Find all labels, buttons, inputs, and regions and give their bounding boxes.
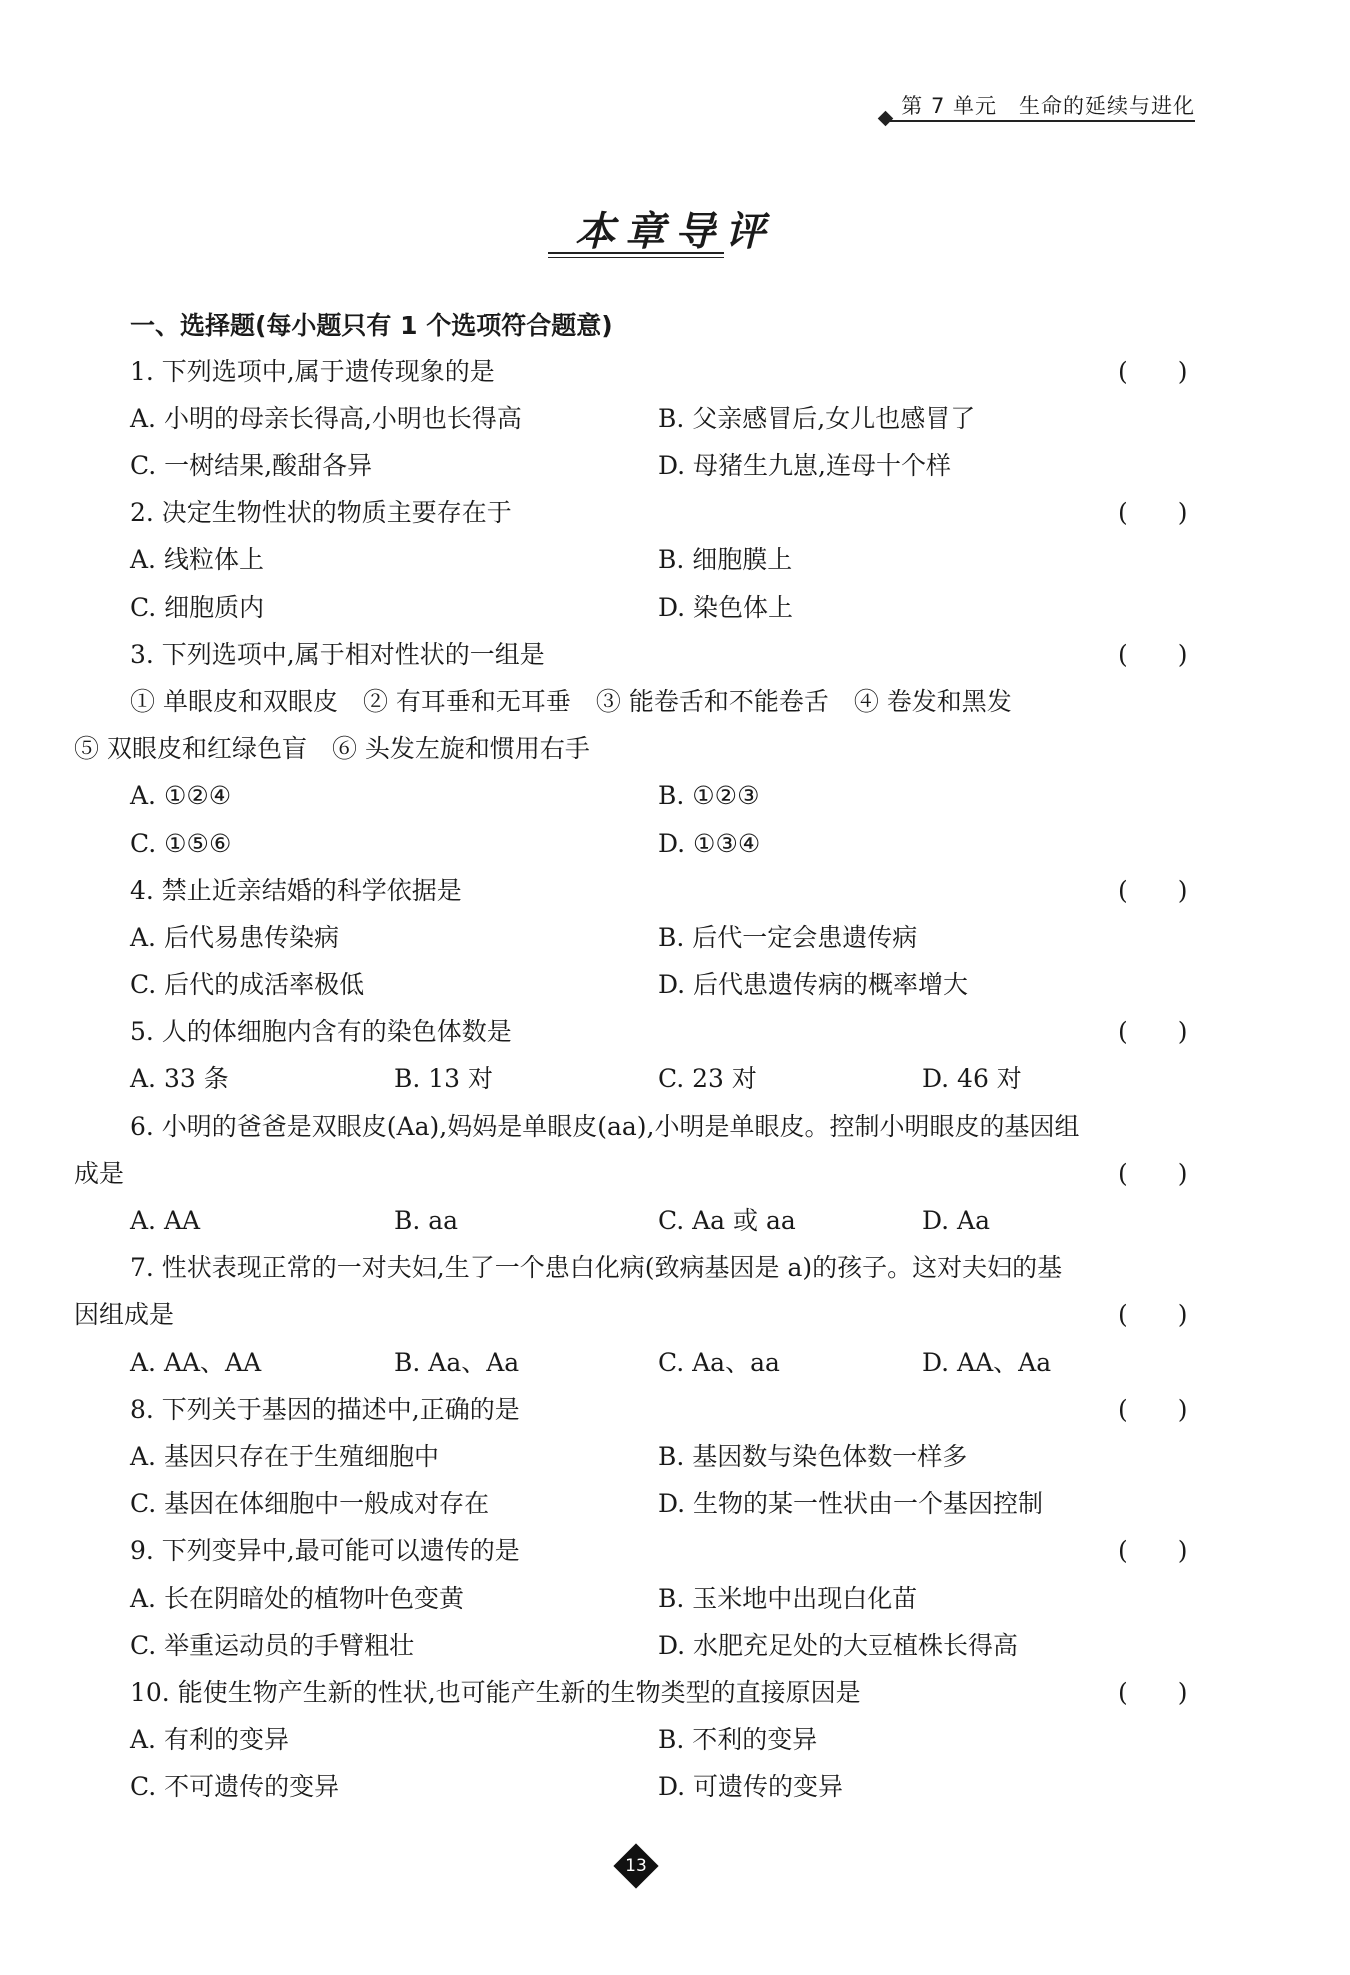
- answer-blank-2: ( ): [1118, 498, 1188, 527]
- question-10-option-a: A. 有利的变异: [130, 1725, 289, 1754]
- question-7-stem-cont: 因组成是: [74, 1300, 175, 1329]
- question-3-option-b: B. ①②③: [658, 781, 760, 810]
- question-3-option-c: C. ①⑤⑥: [130, 829, 232, 858]
- question-6-option-c: C. Aa 或 aa: [658, 1206, 796, 1235]
- unit-label: 第 7 单元: [901, 94, 997, 118]
- answer-blank-5: ( ): [1118, 1017, 1188, 1046]
- question-2-stem: 2. 决定生物性状的物质主要存在于: [130, 498, 512, 527]
- question-4-option-d: D. 后代患遗传病的概率增大: [658, 970, 969, 999]
- answer-blank-7: ( ): [1118, 1300, 1188, 1329]
- section-heading: 一、选择题(每小题只有 1 个选项符合题意): [130, 311, 613, 340]
- question-1-option-d: D. 母猪生九崽,连母十个样: [658, 451, 951, 480]
- question-9-option-c: C. 举重运动员的手臂粗壮: [130, 1631, 415, 1660]
- page-number: 13: [625, 1856, 647, 1876]
- question-10-option-d: D. 可遗传的变异: [658, 1772, 844, 1801]
- answer-blank-3: ( ): [1118, 640, 1188, 669]
- question-8-option-b: B. 基因数与染色体数一样多: [658, 1442, 968, 1471]
- question-5-stem: 5. 人的体细胞内含有的染色体数是: [130, 1017, 512, 1046]
- chapter-title: 本章导评: [575, 208, 775, 255]
- title-underline: [548, 252, 724, 254]
- question-4-option-c: C. 后代的成活率极低: [130, 970, 365, 999]
- question-9-option-b: B. 玉米地中出现白化苗: [658, 1584, 918, 1613]
- question-1-stem: 1. 下列选项中,属于遗传现象的是: [130, 357, 495, 386]
- answer-blank-1: ( ): [1118, 357, 1188, 386]
- question-7-option-d: D. AA、Aa: [922, 1348, 1052, 1377]
- question-6-stem: 6. 小明的爸爸是双眼皮(Aa),妈妈是单眼皮(aa),小明是单眼皮。控制小明眼皮的基因组: [130, 1112, 1080, 1141]
- question-7-option-c: C. Aa、aa: [658, 1348, 780, 1377]
- question-2-option-b: B. 细胞膜上: [658, 545, 793, 574]
- page-number-badge: [615, 1845, 657, 1887]
- question-1-option-c: C. 一树结果,酸甜各异: [130, 451, 373, 480]
- question-9-stem: 9. 下列变异中,最可能可以遗传的是: [130, 1536, 520, 1565]
- question-3-option-a: A. ①②④: [130, 781, 232, 810]
- question-5-option-b: B. 13 对: [394, 1064, 494, 1093]
- question-7-option-a: A. AA、AA: [130, 1348, 262, 1377]
- question-10-stem: 10. 能使生物产生新的性状,也可能产生新的生物类型的直接原因是: [130, 1678, 861, 1707]
- question-1-option-b: B. 父亲感冒后,女儿也感冒了: [658, 404, 976, 433]
- question-8-option-d: D. 生物的某一性状由一个基因控制: [658, 1489, 1044, 1518]
- answer-blank-4: ( ): [1118, 876, 1188, 905]
- question-8-option-c: C. 基因在体细胞中一般成对存在: [130, 1489, 490, 1518]
- question-4-option-a: A. 后代易患传染病: [130, 923, 339, 952]
- question-1-option-a: A. 小明的母亲长得高,小明也长得高: [130, 404, 522, 433]
- question-7-stem: 7. 性状表现正常的一对夫妇,生了一个患白化病(致病基因是 a)的孩子。这对夫妇的基: [130, 1253, 1063, 1282]
- question-6-option-b: B. aa: [394, 1206, 459, 1235]
- question-10-option-b: B. 不利的变异: [658, 1725, 818, 1754]
- question-7-option-b: B. Aa、Aa: [394, 1348, 520, 1377]
- running-header: [879, 90, 1195, 120]
- question-2-option-a: A. 线粒体上: [130, 545, 264, 574]
- question-10-option-c: C. 不可遗传的变异: [130, 1772, 340, 1801]
- question-3-items-line-2: ⑤ 双眼皮和红绿色盲 ⑥ 头发左旋和惯用右手: [74, 734, 590, 763]
- question-6-option-a: A. AA: [130, 1206, 201, 1235]
- question-5-option-a: A. 33 条: [130, 1064, 229, 1093]
- question-5-option-d: D. 46 对: [922, 1064, 1022, 1093]
- question-2-option-c: C. 细胞质内: [130, 593, 265, 622]
- question-9-option-d: D. 水肥充足处的大豆植株长得高: [658, 1631, 1019, 1660]
- question-8-option-a: A. 基因只存在于生殖细胞中: [130, 1442, 439, 1471]
- unit-title: 生命的延续与进化: [1019, 94, 1195, 118]
- question-3-option-d: D. ①③④: [658, 829, 761, 858]
- question-3-items-line-1: ① 单眼皮和双眼皮 ② 有耳垂和无耳垂 ③ 能卷舌和不能卷舌 ④ 卷发和黑发: [130, 687, 1012, 716]
- question-6-option-d: D. Aa: [922, 1206, 991, 1235]
- title-underline-thin: [548, 257, 724, 258]
- question-6-stem-cont: 成是: [74, 1159, 125, 1188]
- answer-blank-8: ( ): [1118, 1395, 1188, 1424]
- question-4-option-b: B. 后代一定会患遗传病: [658, 923, 918, 952]
- question-3-stem: 3. 下列选项中,属于相对性状的一组是: [130, 640, 545, 669]
- answer-blank-10: ( ): [1118, 1678, 1188, 1707]
- question-9-option-a: A. 长在阴暗处的植物叶色变黄: [130, 1584, 464, 1613]
- question-4-stem: 4. 禁止近亲结婚的科学依据是: [130, 876, 462, 905]
- header-rule: [890, 120, 1195, 122]
- question-5-option-c: C. 23 对: [658, 1064, 757, 1093]
- question-8-stem: 8. 下列关于基因的描述中,正确的是: [130, 1395, 520, 1424]
- answer-blank-6: ( ): [1118, 1159, 1188, 1188]
- answer-blank-9: ( ): [1118, 1536, 1188, 1565]
- question-2-option-d: D. 染色体上: [658, 593, 794, 622]
